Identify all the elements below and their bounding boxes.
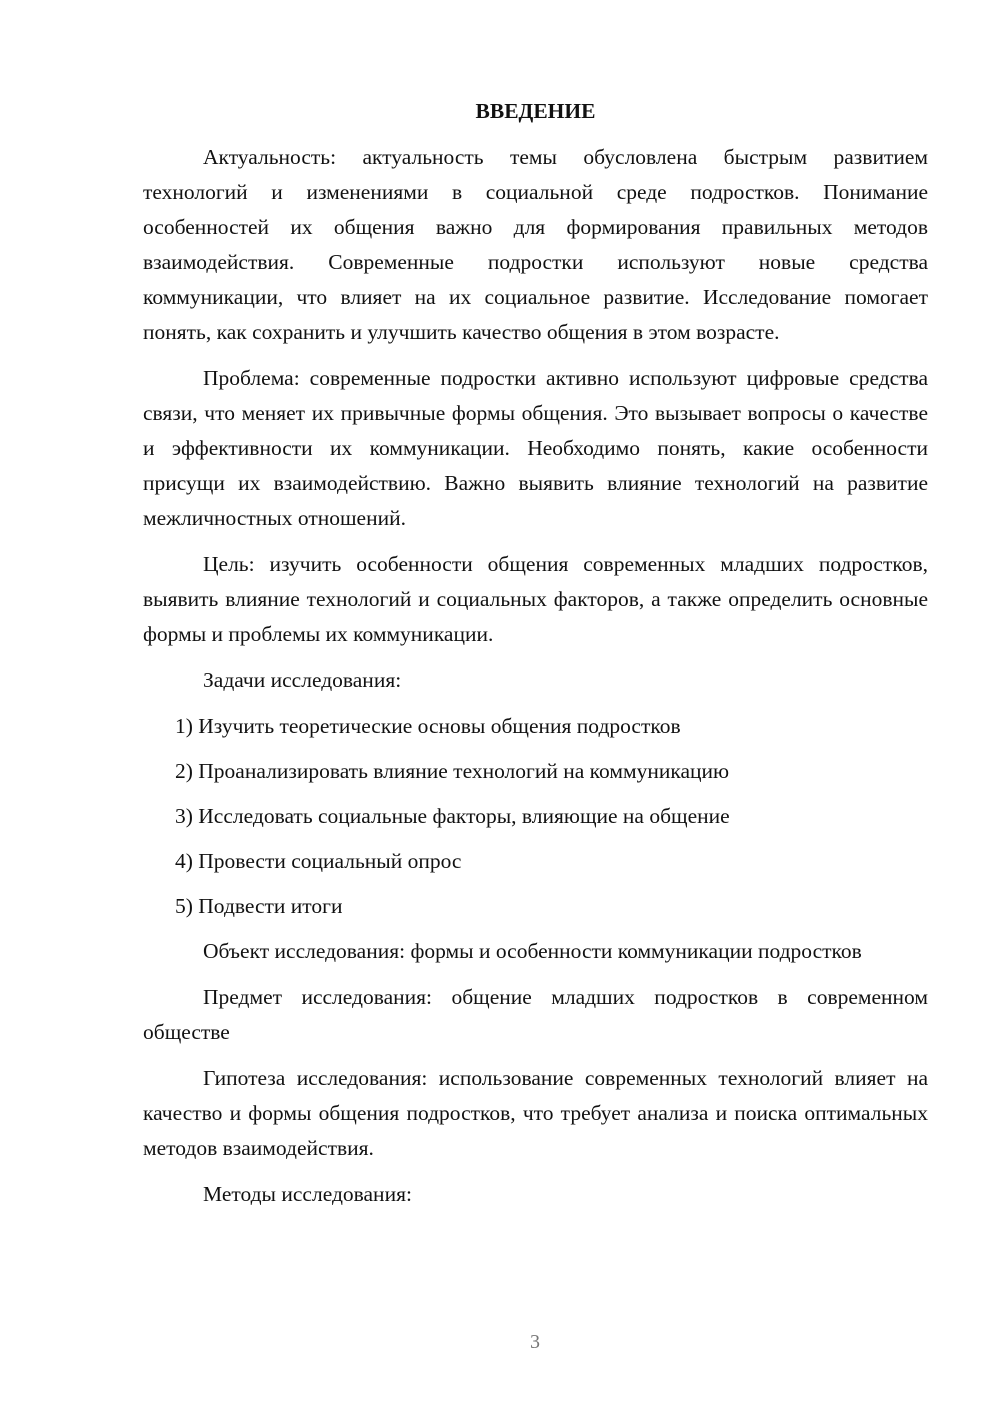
task-item: 3) Исследовать социальные факторы, влияющие на общение	[175, 804, 730, 828]
paragraph-problem: Проблема: современные подростки активно используют цифровые средства связи, что меняет их привычные формы общения. Это вызывает вопросы о качестве и эффективности их коммуникации. Необходимо понять, какие особенности присущи их взаимодействию. Важно выявить влияние технологий на развитие межличностных отношений.	[143, 366, 928, 530]
task-item: 2) Проанализировать влияние технологий на коммуникацию	[175, 759, 730, 783]
paragraph-hypothesis: Гипотеза исследования: использование современных технологий влияет на качество и формы общения подростков, что требует анализа и поиска оптимальных методов взаимодействия.	[143, 1066, 928, 1160]
task-item: 1) Изучить теоретические основы общения подростков	[175, 714, 681, 738]
task-item: 4) Провести социальный опрос	[175, 849, 462, 873]
page-number: 3	[530, 1331, 540, 1353]
paragraph-object: Объект исследования: формы и особенности коммуникации подростков	[203, 939, 862, 963]
tasks-list	[143, 709, 928, 924]
paragraph-subject: Предмет исследования: общение младших подростков в современном обществе	[143, 985, 928, 1044]
methods-heading: Методы исследования:	[203, 1182, 412, 1206]
page-content	[143, 96, 928, 1223]
tasks-heading: Задачи исследования:	[203, 668, 402, 692]
section-title: ВВЕДЕНИЕ	[475, 99, 596, 123]
paragraph-relevance: Актуальность: актуальность темы обусловлена быстрым развитием технологий и изменениями в социальной среде подростков. Понимание особенностей их общения важно для формирования правильных методов взаимодействия. Современные подростки используют новые средства коммуникации, что влияет на их социальное развитие. Исследование помогает понять, как сохранить и улучшить качество общения в этом возрасте.	[143, 145, 928, 344]
paragraph-goal: Цель: изучить особенности общения современных младших подростков, выявить влияние технологий и социальных факторов, а также определить основные формы и проблемы их коммуникации.	[143, 552, 928, 646]
task-item: 5) Подвести итоги	[175, 894, 343, 918]
